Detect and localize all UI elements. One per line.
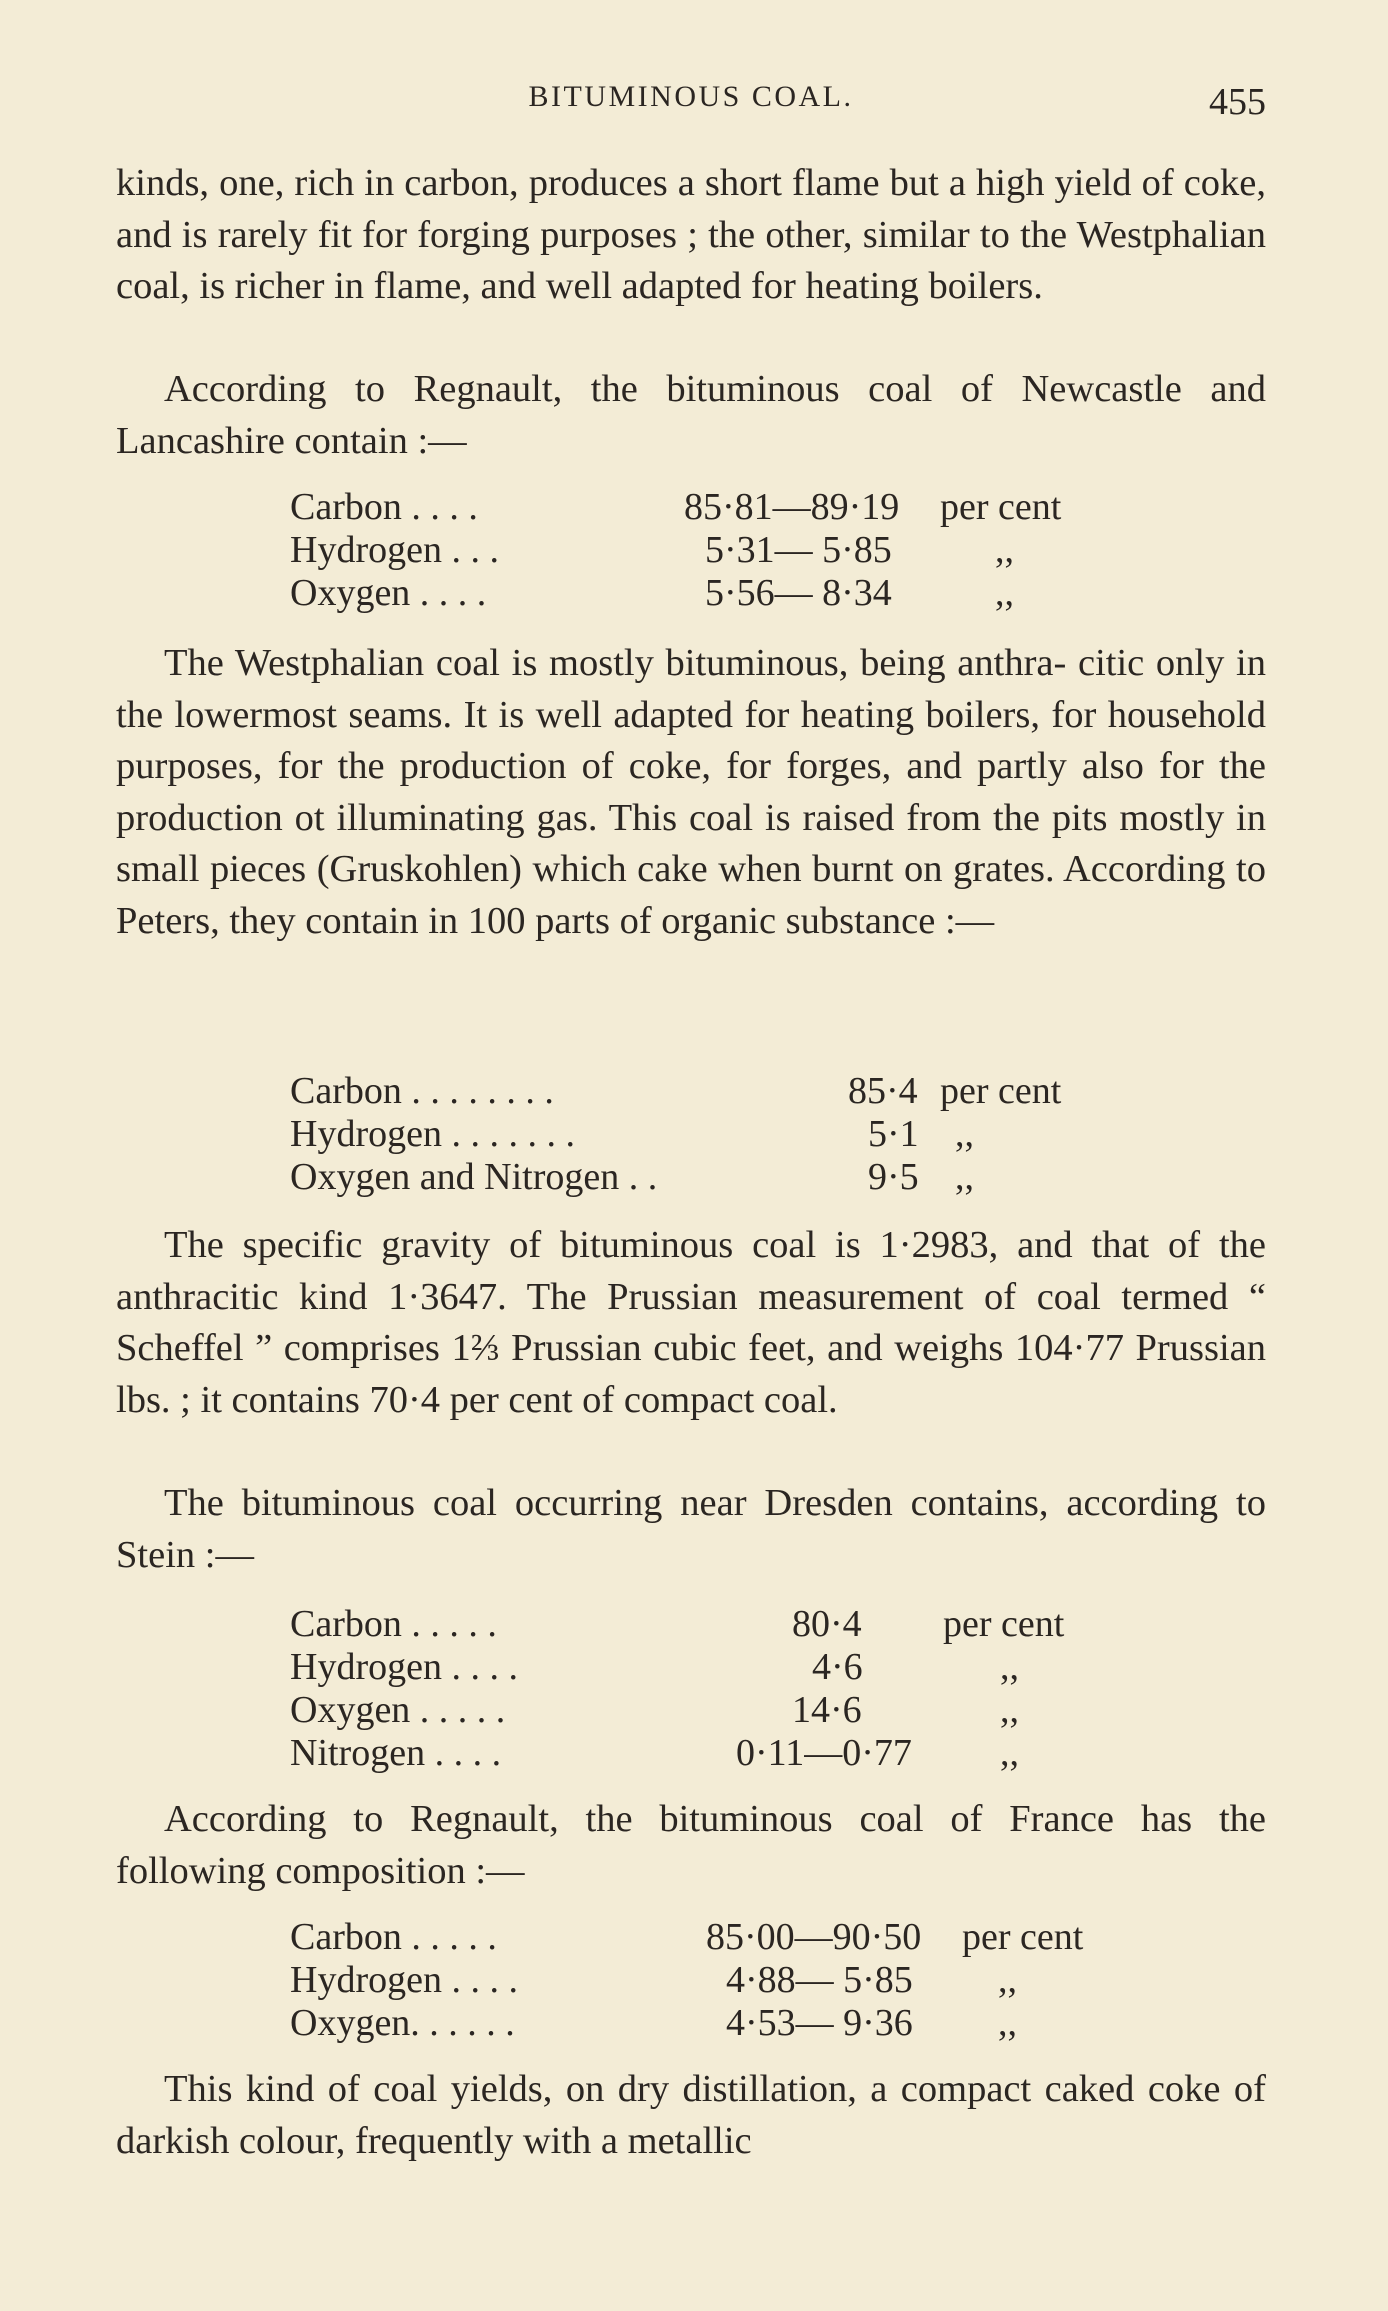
row-unit: per cent: [940, 1070, 1062, 1112]
row-label: Hydrogen . . . .: [290, 1959, 518, 2001]
row-unit: ,,: [1000, 1689, 1019, 1731]
row-unit: ,,: [995, 529, 1014, 571]
page-header: [116, 76, 1266, 126]
paragraph-2: According to Regnault, the bituminous coal of Newcastle and Lancashire contain :—: [116, 368, 1266, 462]
row-value: 14·6: [792, 1689, 862, 1731]
paragraph-6: According to Regnault, the bituminous coal of France has the following composition :—: [116, 1798, 1266, 1892]
row-value: 9·5: [868, 1156, 919, 1198]
row-unit: ,,: [1000, 1732, 1019, 1774]
row-value: 85·81—89·19: [684, 486, 900, 528]
paragraph-3: The Westphalian coal is mostly bituminous, being anthra- citic only in the lowermost seams. It is well adapted for heating boilers, for household purposes, for the production of coke, for forges, and partly also for the production ot illuminating gas. This coal is raised from the pits mostly in small pieces (Gruskohlen) which cake when burnt on grates. According to Peters, they contain in 100 parts of organic substance :—: [116, 642, 1266, 942]
row-value: 85·00—90·50: [706, 1916, 922, 1958]
row-unit: ,,: [955, 1113, 974, 1155]
row-label: Oxygen and Nitrogen . .: [290, 1156, 658, 1198]
row-label: Hydrogen . . .: [290, 529, 499, 571]
row-label: Nitrogen . . . .: [290, 1732, 502, 1774]
paragraph-4: The specific gravity of bituminous coal is 1·2983, and that of the anthracitic kind 1·3647. The Prussian measurement of coal termed “ Scheffel ” comprises 1⅔ Prussian cubic feet, and weighs 104·77 Prussian lbs. ; it contains 70·4 per cent of compact coal.: [116, 1224, 1266, 1421]
row-label: Hydrogen . . . . . . .: [290, 1113, 575, 1155]
row-unit: per cent: [962, 1916, 1084, 1958]
row-unit: per cent: [943, 1603, 1065, 1645]
row-value: 5·1: [868, 1113, 919, 1155]
row-label: Carbon . . . . . . . .: [290, 1070, 554, 1112]
row-value: 5·31— 5·85: [705, 529, 892, 571]
row-unit: per cent: [940, 486, 1062, 528]
row-value: 5·56— 8·34: [705, 572, 892, 614]
row-unit: ,,: [1000, 1646, 1019, 1688]
row-unit: ,,: [998, 1959, 1017, 2001]
row-label: Oxygen. . . . . .: [290, 2002, 515, 2044]
row-label: Carbon . . . . .: [290, 1916, 497, 1958]
row-value: 0·11—0·77: [736, 1732, 912, 1774]
row-unit: ,,: [995, 572, 1014, 614]
paragraph-5: The bituminous coal occurring near Dresden contains, according to Stein :—: [116, 1482, 1266, 1576]
paragraph-7: This kind of coal yields, on dry distillation, a compact caked coke of darkish colour, frequently with a metallic: [116, 2068, 1266, 2162]
row-label: Oxygen . . . . .: [290, 1689, 506, 1731]
row-value: 4·88— 5·85: [726, 1959, 913, 2001]
running-head: BITUMINOUS COAL.: [528, 80, 854, 113]
row-value: 85·4: [848, 1070, 918, 1112]
row-label: Carbon . . . . .: [290, 1603, 497, 1645]
row-value: 4·53— 9·36: [726, 2002, 913, 2044]
page-number: 455: [1209, 81, 1266, 123]
row-unit: ,,: [955, 1156, 974, 1198]
row-value: 4·6: [812, 1646, 863, 1688]
paragraph-1: kinds, one, rich in carbon, produces a short flame but a high yield of coke, and is rarely fit for forging purposes ; the other, similar to the Westphalian coal, is richer in flame, and well adapted for heating boilers.: [116, 162, 1266, 307]
row-value: 80·4: [792, 1603, 862, 1645]
row-label: Carbon . . . .: [290, 486, 478, 528]
row-unit: ,,: [998, 2002, 1017, 2044]
row-label: Oxygen . . . .: [290, 572, 487, 614]
row-label: Hydrogen . . . .: [290, 1646, 518, 1688]
